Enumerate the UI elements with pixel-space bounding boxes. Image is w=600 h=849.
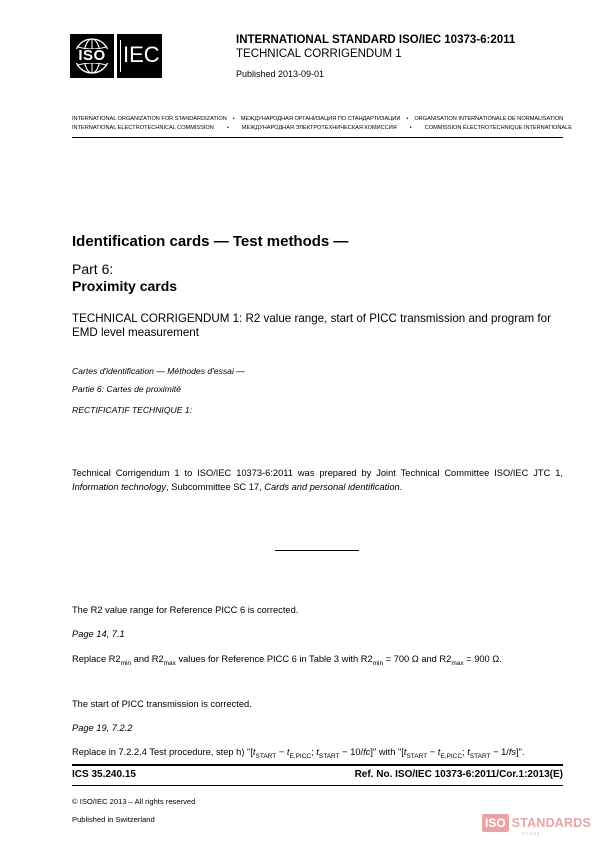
french-rectificatif: RECTIFICATIF TECHNIQUE 1:	[72, 405, 193, 415]
section2-statement: The start of PICC transmission is corrected.	[72, 699, 252, 709]
subcommittee-name: Cards and personal identification	[264, 482, 400, 492]
iec-logo	[117, 34, 162, 78]
section1-instruction: Replace $R2_{min}$ and $R2_{max}$ values for Reference PICC 6 in Table 3 with $R2_{min} = 700$ Ω and $R2_{max} = 900$ Ω.	[72, 654, 502, 667]
corrigendum-description: TECHNICAL CORRIGENDUM 1: R2 value range, start of PICC transmission and program for EMD level measurement	[72, 312, 551, 339]
iso-iec-logo	[70, 34, 162, 78]
ics-code: ICS 35.240.15	[72, 769, 136, 780]
section-divider	[275, 550, 359, 551]
published-date: Published 2013-09-01	[236, 69, 325, 79]
reference-number: Ref. No. ISO/IEC 10373-6:2011/Cor.1:2013(E)	[354, 769, 563, 780]
section1-statement: The R2 value range for Reference PICC 6 is corrected.	[72, 605, 299, 615]
store-badge: ISO	[482, 814, 509, 832]
org-iec-ru: МЕЖДУНАРОДНАЯ ЭЛЕКТРОТЕХНИЧЕСКАЯ КОМИССИЯ	[241, 125, 397, 131]
french-title: Cartes d'identification — Méthodes d'essai —	[72, 366, 245, 376]
intro-paragraph	[72, 466, 563, 494]
org-iso-en: INTERNATIONAL ORGANIZATION FOR STANDARDIZATION	[72, 116, 227, 122]
organizations-row-2	[72, 125, 572, 131]
committee-name: Information technology	[72, 482, 167, 492]
footer-divider	[72, 764, 563, 766]
header-divider	[72, 137, 563, 138]
store-subtext: STORE	[522, 831, 541, 836]
corrigendum-title: TECHNICAL CORRIGENDUM 1	[236, 48, 402, 60]
iso-logo-text: ISO	[70, 49, 114, 63]
published-in: Published in Switzerland	[72, 815, 155, 824]
iec-logo-text: IEC	[123, 42, 160, 67]
section2-instruction: Replace in 7.2.2.4 Test procedure, step h) "[$t_{START} - t_{E,PICC}$; $t_{START} - 10/fc$]" with "[$t_{START} - t_{E,PICC}$; $t_{START} - 1/fs$]".	[72, 747, 525, 760]
footer-divider-thin	[72, 785, 563, 786]
intro-text: , Subcommittee SC 17,	[166, 482, 265, 492]
french-part: Partie 6: Cartes de proximité	[72, 384, 181, 394]
section1-reference: Page 14, 7.1	[72, 629, 125, 639]
organizations-row-1	[72, 116, 563, 122]
org-iec-fr: COMMISSION ÉLECTROTECHNIQUE INTERNATIONALE	[424, 125, 572, 131]
intro-text: Technical Corrigendum 1 to ISO/IEC 10373-6:2011 was prepared by Joint Technical Committee ISO/IEC JTC 1,	[72, 468, 563, 478]
part-title: Proximity cards	[72, 278, 178, 294]
separator: •	[226, 125, 229, 131]
copyright: © ISO/IEC 2013 – All rights reserved	[72, 797, 196, 806]
iso-logo	[70, 34, 114, 78]
org-iso-fr: ORGANISATION INTERNATIONALE DE NORMALISATION	[414, 116, 564, 122]
standard-title: INTERNATIONAL STANDARD ISO/IEC 10373-6:2011	[236, 34, 516, 46]
store-text: STANDARDS	[511, 816, 592, 830]
section2-reference: Page 19, 7.2.2	[72, 723, 133, 733]
standards-store-watermark	[482, 814, 592, 836]
separator: •	[232, 116, 235, 122]
separator: •	[409, 125, 412, 131]
intro-text: .	[399, 482, 403, 492]
org-iec-en: INTERNATIONAL ELECTROTECHNICAL COMMISSION	[72, 125, 214, 131]
separator: •	[406, 116, 409, 122]
org-iso-ru: МЕЖДУНАРОДНАЯ ОРГАНИЗАЦИЯ ПО СТАНДАРТИЗАЦИИ	[240, 116, 401, 122]
document-title: Identification cards — Test methods —	[72, 233, 349, 250]
part-number: Part 6:	[72, 261, 114, 277]
